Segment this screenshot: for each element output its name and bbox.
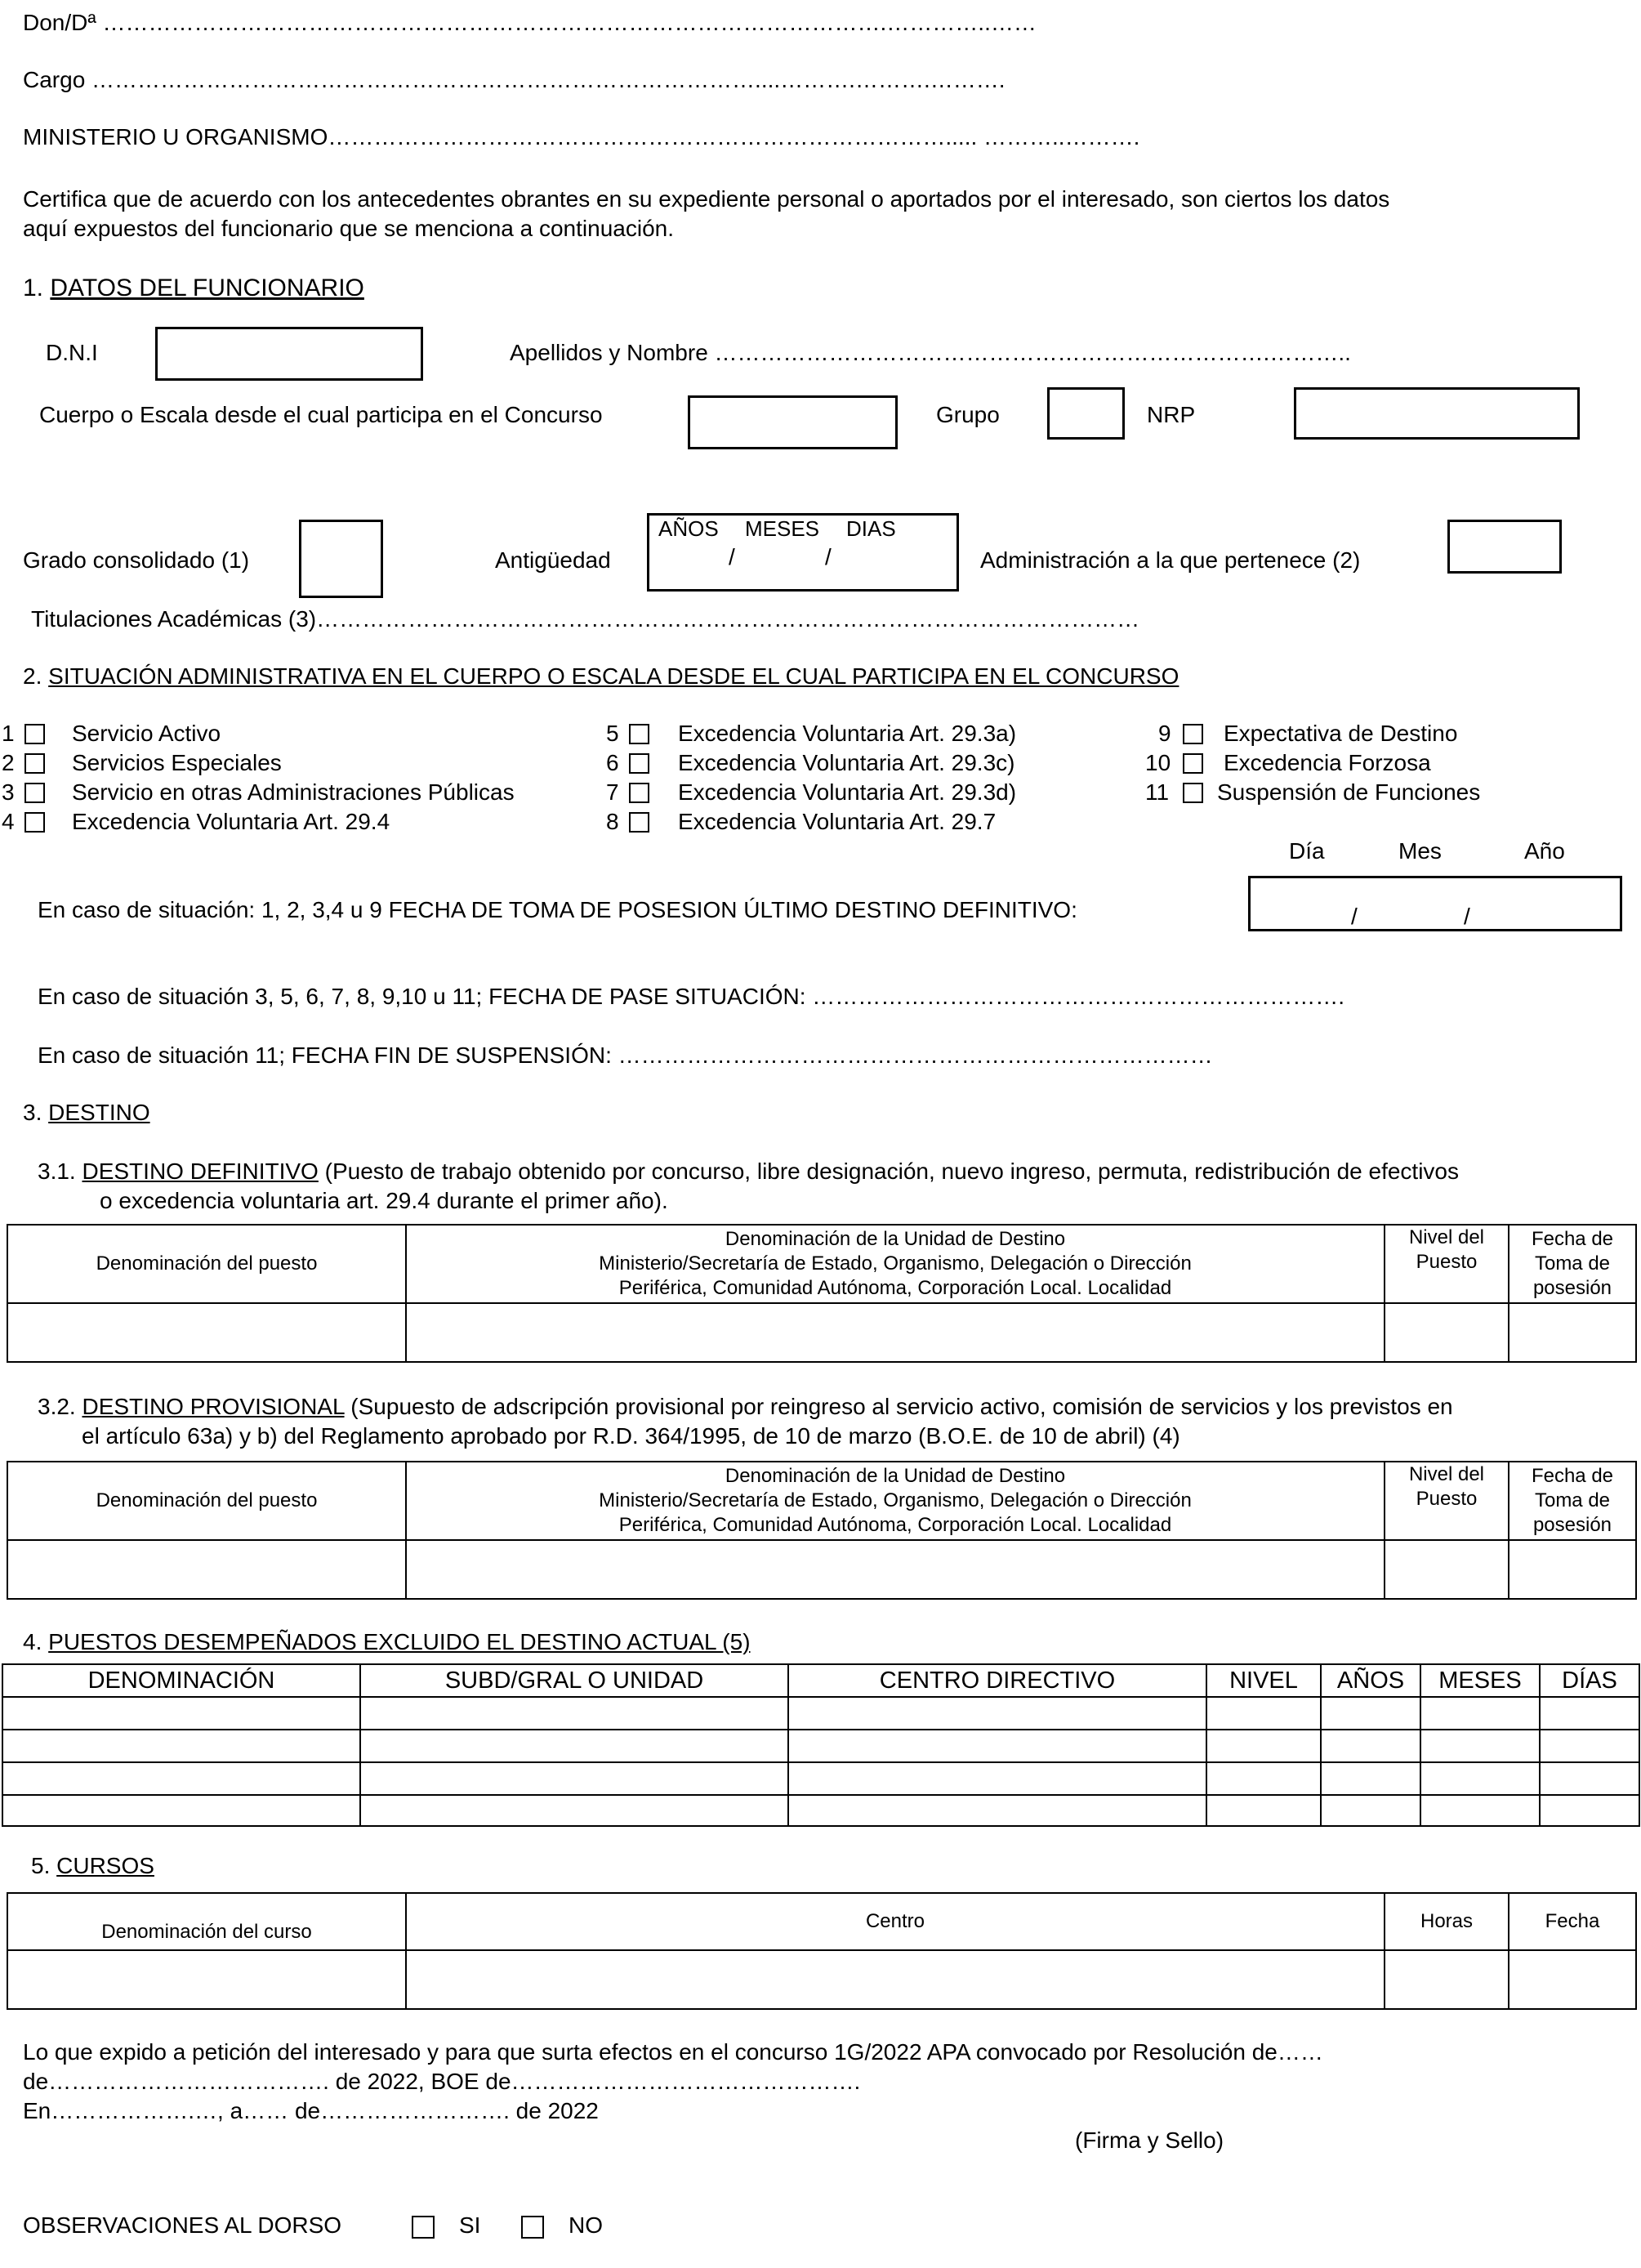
don-line: Don/Dª ………………………………………………………………………………………….…………..…… xyxy=(23,10,1037,35)
table-cell[interactable] xyxy=(1540,1730,1639,1762)
table-cell[interactable] xyxy=(1321,1730,1420,1762)
table-header-row xyxy=(7,1893,1636,1950)
nivel-cell[interactable] xyxy=(1385,1540,1509,1599)
antiguedad-label: Antigüedad xyxy=(495,547,611,573)
destino-definitivo-title: DESTINO DEFINITIVO xyxy=(82,1159,319,1184)
situacion-number: 4 xyxy=(2,809,15,834)
anos-label: AÑOS xyxy=(658,516,719,541)
situacion-number: 8 xyxy=(606,809,619,834)
grupo-box[interactable] xyxy=(1047,387,1125,440)
section1-heading xyxy=(23,275,364,302)
col-nivel: NIVEL xyxy=(1206,1664,1321,1697)
table-cell[interactable] xyxy=(1206,1795,1321,1826)
table-cell[interactable] xyxy=(1206,1762,1321,1795)
section2-title: SITUACIÓN ADMINISTRATIVA EN EL CUERPO O ESCALA DESDE EL CUAL PARTICIPA EN EL CONCURSO xyxy=(48,663,1179,689)
col-denominacion: DENOMINACIÓN xyxy=(2,1664,360,1697)
situacion-number: 5 xyxy=(606,721,619,746)
destino-definitivo-table xyxy=(7,1224,1637,1363)
section4-number: 4. xyxy=(23,1629,42,1654)
col-fecha: Fecha xyxy=(1509,1893,1636,1950)
section3-title: DESTINO xyxy=(48,1100,150,1125)
antiguedad-slash-1: / xyxy=(729,544,735,569)
unidad-cell[interactable] xyxy=(406,1303,1385,1362)
table-row xyxy=(7,1540,1636,1599)
destino-definitivo-line-1 xyxy=(38,1159,1459,1185)
col-denominacion-curso: Denominación del curso xyxy=(7,1893,406,1950)
situacion-label: Excedencia Voluntaria Art. 29.3c) xyxy=(678,750,1015,775)
table-cell[interactable] xyxy=(2,1795,360,1826)
situacion-checkbox-2[interactable] xyxy=(25,753,45,774)
table-row xyxy=(2,1795,1639,1826)
horas-cell[interactable] xyxy=(1385,1950,1509,2009)
table-cell[interactable] xyxy=(1420,1762,1540,1795)
header-denominacion-puesto: Denominación del puesto xyxy=(7,1225,406,1303)
section4-heading xyxy=(23,1629,751,1655)
situacion-checkbox-3[interactable] xyxy=(25,783,45,803)
table-cell[interactable] xyxy=(1420,1795,1540,1826)
observaciones-si-label: SI xyxy=(459,2212,481,2238)
titulaciones-line: Titulaciones Académicas (3)……………………………………………………………………………………………… xyxy=(31,606,1140,632)
situacion-checkbox-11[interactable] xyxy=(1183,783,1203,803)
grado-box[interactable] xyxy=(299,520,383,598)
table-cell[interactable] xyxy=(1540,1697,1639,1730)
situacion-label: Servicios Especiales xyxy=(72,750,282,775)
fecha-toma-box[interactable] xyxy=(1248,876,1622,931)
table-cell[interactable] xyxy=(360,1730,788,1762)
cuerpo-label: Cuerpo o Escala desde el cual participa en el Concurso xyxy=(39,402,603,427)
table-cell[interactable] xyxy=(788,1795,1206,1826)
section5-number: 5. xyxy=(31,1853,51,1878)
section3-heading xyxy=(23,1100,150,1126)
destino-definitivo-line-2: o excedencia voluntaria art. 29.4 durante el primer año). xyxy=(100,1188,668,1213)
curso-cell[interactable] xyxy=(7,1950,406,2009)
observaciones-no-checkbox[interactable] xyxy=(521,2216,544,2239)
destino-provisional-line-1 xyxy=(38,1394,1453,1420)
table-cell[interactable] xyxy=(788,1730,1206,1762)
section5-title: CURSOS xyxy=(56,1853,154,1878)
administracion-label: Administración a la que pertenece (2) xyxy=(980,547,1361,573)
expido-line-2: de………………………………. de 2022, BOE de………………………………………. xyxy=(23,2069,861,2094)
situacion-number: 10 xyxy=(1145,750,1171,775)
fecha-fin-line: En caso de situación 11; FECHA FIN DE SUSPENSIÓN: …………………………………………………………………… xyxy=(38,1042,1213,1068)
apellidos-line: Apellidos y Nombre ……………………………………………………………….……….. xyxy=(510,340,1351,365)
table-cell[interactable] xyxy=(788,1762,1206,1795)
situacion-label: Servicio en otras Administraciones Públicas xyxy=(72,779,515,805)
situacion-number: 7 xyxy=(606,779,619,805)
certifica-text-2: aquí expuestos del funcionario que se menciona a continuación. xyxy=(23,216,674,241)
mes-label: Mes xyxy=(1398,838,1442,864)
grupo-label: Grupo xyxy=(936,402,1000,427)
table-cell[interactable] xyxy=(1321,1795,1420,1826)
col-centro: Centro xyxy=(406,1893,1385,1950)
section2-heading xyxy=(23,663,1179,690)
unidad-cell[interactable] xyxy=(406,1540,1385,1599)
table-cell[interactable] xyxy=(1206,1697,1321,1730)
nivel-cell[interactable] xyxy=(1385,1303,1509,1362)
header-denominacion-puesto: Denominación del puesto xyxy=(7,1462,406,1540)
table-header-row xyxy=(2,1664,1639,1697)
cuerpo-box[interactable] xyxy=(688,395,898,449)
situacion-label: Servicio Activo xyxy=(72,721,221,746)
situacion-checkbox-6[interactable] xyxy=(629,753,649,774)
certifica-text-1: Certifica que de acuerdo con los antecedentes obrantes en su expediente personal o aportados por el interesado, son ciertos los datos xyxy=(23,186,1390,212)
situacion-number: 2 xyxy=(2,750,15,775)
destino-provisional-title: DESTINO PROVISIONAL xyxy=(82,1394,345,1419)
fecha-cell[interactable] xyxy=(1509,1303,1636,1362)
situacion-label: Excedencia Forzosa xyxy=(1224,750,1431,775)
situacion-checkbox-5[interactable] xyxy=(629,724,649,744)
puestos-table xyxy=(2,1663,1640,1827)
situacion-number: 11 xyxy=(1145,779,1170,805)
table-cell[interactable] xyxy=(1420,1730,1540,1762)
section5-heading xyxy=(31,1853,154,1879)
header-unidad-destino: Denominación de la Unidad de Destino Ministerio/Secretaría de Estado, Organismo, Delegación o Dirección Periférica, Comunidad Autónoma, Corporación Local. Localidad xyxy=(406,1462,1385,1540)
fecha-cell[interactable] xyxy=(1509,1950,1636,2009)
col-subd-gral-unidad: SUBD/GRAL O UNIDAD xyxy=(360,1664,788,1697)
table-cell[interactable] xyxy=(360,1762,788,1795)
col-meses: MESES xyxy=(1420,1664,1540,1697)
header-unidad-destino: Denominación de la Unidad de Destino Ministerio/Secretaría de Estado, Organismo, Delegación o Dirección Periférica, Comunidad Autónoma, Corporación Local. Localidad xyxy=(406,1225,1385,1303)
situacion-checkbox-8[interactable] xyxy=(629,812,649,833)
table-cell[interactable] xyxy=(1321,1762,1420,1795)
nrp-label: NRP xyxy=(1147,402,1196,427)
col-horas: Horas xyxy=(1385,1893,1509,1950)
firma-sello-label: (Firma y Sello) xyxy=(1075,2127,1224,2153)
table-cell[interactable] xyxy=(1321,1697,1420,1730)
table-header-row xyxy=(7,1462,1636,1540)
ano-label: Año xyxy=(1524,838,1565,864)
expido-line-3: En……………….…, a…… de……………………. de 2022 xyxy=(23,2098,599,2123)
fecha-slash-1: / xyxy=(1351,904,1358,929)
situacion-label: Excedencia Voluntaria Art. 29.7 xyxy=(678,809,997,834)
section4-title: PUESTOS DESEMPEÑADOS EXCLUIDO EL DESTINO ACTUAL (5) xyxy=(48,1629,751,1654)
expido-line-1: Lo que expido a petición del interesado y para que surta efectos en el concurso 1G/2022 APA convocado por Resolución de…… xyxy=(23,2039,1323,2065)
observaciones-si-checkbox[interactable] xyxy=(412,2216,435,2239)
table-row xyxy=(2,1697,1639,1730)
col-centro-directivo: CENTRO DIRECTIVO xyxy=(788,1664,1206,1697)
table-row xyxy=(7,1950,1636,2009)
grado-label: Grado consolidado (1) xyxy=(23,547,250,573)
situacion-checkbox-4[interactable] xyxy=(25,812,45,833)
situacion-label: Excedencia Voluntaria Art. 29.3d) xyxy=(678,779,1017,805)
cursos-table xyxy=(7,1892,1637,2010)
table-cell[interactable] xyxy=(360,1795,788,1826)
dia-label: Día xyxy=(1289,838,1325,864)
situacion-number: 3 xyxy=(2,779,15,805)
fecha-cell[interactable] xyxy=(1509,1540,1636,1599)
section2-number: 2. xyxy=(23,663,42,689)
observaciones-no-label: NO xyxy=(569,2212,603,2238)
table-cell[interactable] xyxy=(1420,1697,1540,1730)
table-row xyxy=(7,1303,1636,1362)
nrp-box[interactable] xyxy=(1294,387,1580,440)
table-cell[interactable] xyxy=(1540,1795,1639,1826)
table-cell[interactable] xyxy=(2,1697,360,1730)
destino-provisional-line-2: el artículo 63a) y b) del Reglamento aprobado por R.D. 364/1995, de 10 de marzo (B.O.E. de 10 de abril) (4) xyxy=(82,1423,1180,1449)
section3-number: 3. xyxy=(23,1100,42,1125)
table-cell[interactable] xyxy=(2,1762,360,1795)
centro-cell[interactable] xyxy=(406,1950,1385,2009)
header-nivel-puesto: Nivel del Puesto xyxy=(1385,1225,1509,1303)
table-row xyxy=(2,1762,1639,1795)
destino-provisional-text: (Supuesto de adscripción provisional por reingreso al servicio activo, comisión de servicios y los previstos en xyxy=(344,1394,1453,1419)
situacion-checkbox-10[interactable] xyxy=(1183,753,1203,774)
situacion-label: Suspensión de Funciones xyxy=(1217,779,1481,805)
col-anos: AÑOS xyxy=(1321,1664,1420,1697)
table-cell[interactable] xyxy=(360,1697,788,1730)
table-cell[interactable] xyxy=(2,1730,360,1762)
situacion-checkbox-1[interactable] xyxy=(25,724,45,744)
table-cell[interactable] xyxy=(1540,1762,1639,1795)
meses-label: MESES xyxy=(745,516,820,541)
header-nivel-puesto: Nivel del Puesto xyxy=(1385,1462,1509,1540)
header-fecha-toma-posesion: Fecha de Toma de posesión xyxy=(1509,1225,1636,1303)
observaciones-label: OBSERVACIONES AL DORSO xyxy=(23,2212,342,2238)
dias-label: DIAS xyxy=(846,516,896,541)
fecha-pase-line: En caso de situación 3, 5, 6, 7, 8, 9,10 u 11; FECHA DE PASE SITUACIÓN: ……………………………………………………………. xyxy=(38,984,1345,1009)
denominacion-cell[interactable] xyxy=(7,1303,406,1362)
cargo-line: Cargo ……………………………………………………………………………....……….……….………. xyxy=(23,67,1006,92)
section1-title: DATOS DEL FUNCIONARIO xyxy=(50,275,364,301)
table-cell[interactable] xyxy=(1206,1730,1321,1762)
fecha-toma-label: En caso de situación: 1, 2, 3,4 u 9 FECHA DE TOMA DE POSESION ÚLTIMO DESTINO DEFINITIVO: xyxy=(38,897,1077,922)
situacion-label: Expectativa de Destino xyxy=(1224,721,1458,746)
situacion-label: Excedencia Voluntaria Art. 29.4 xyxy=(72,809,390,834)
ministerio-line: MINISTERIO U ORGANISMO………………………………………………………………………..... ………..………. xyxy=(23,124,1140,150)
table-cell[interactable] xyxy=(788,1697,1206,1730)
dni-label: D.N.I xyxy=(46,340,98,365)
situacion-number: 9 xyxy=(1158,721,1171,746)
denominacion-cell[interactable] xyxy=(7,1540,406,1599)
destino-provisional-number: 3.2. xyxy=(38,1394,76,1419)
situacion-number: 6 xyxy=(606,750,619,775)
administracion-box[interactable] xyxy=(1447,520,1562,574)
destino-provisional-table xyxy=(7,1461,1637,1600)
situacion-label: Excedencia Voluntaria Art. 29.3a) xyxy=(678,721,1017,746)
situacion-number: 1 xyxy=(2,721,15,746)
col-dias: DÍAS xyxy=(1540,1664,1639,1697)
table-row xyxy=(2,1730,1639,1762)
fecha-slash-2: / xyxy=(1464,904,1470,929)
table-header-row xyxy=(7,1225,1636,1303)
antiguedad-slash-2: / xyxy=(825,544,832,569)
header-fecha-toma-posesion: Fecha de Toma de posesión xyxy=(1509,1462,1636,1540)
section1-number: 1. xyxy=(23,275,44,301)
destino-definitivo-text: (Puesto de trabajo obtenido por concurso, libre designación, nuevo ingreso, permuta, redistribución de efectivos xyxy=(318,1159,1460,1184)
situacion-checkbox-7[interactable] xyxy=(629,783,649,803)
dni-box[interactable] xyxy=(155,327,423,381)
destino-definitivo-number: 3.1. xyxy=(38,1159,76,1184)
situacion-checkbox-9[interactable] xyxy=(1183,724,1203,744)
